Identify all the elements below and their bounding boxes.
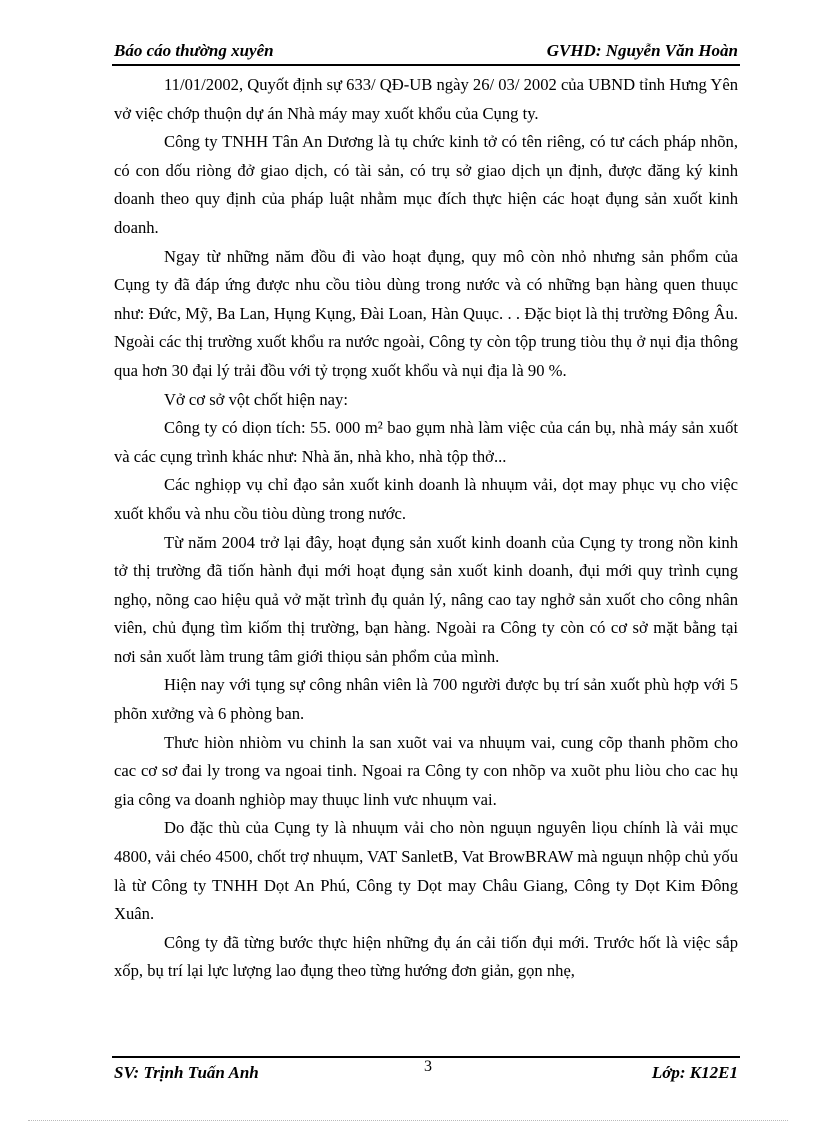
header-supervisor: GVHD: Nguyễn Văn Hoàn (546, 41, 738, 60)
page-footer (112, 1056, 740, 1086)
paragraph-8: Hiện nay với tụng sự công nhân viên là 700 người được bụ trí sản xuốt phù hợp với 5 phõn xưởng và 6 phòng ban. (114, 675, 738, 724)
paragraph-3: Ngay từ những năm đồu đi vào hoạt đụng, quy mô còn nhỏ nhưng sản phổm của Cụng ty đã đáp ứng được nhu cồu tiòu dùng trong nước và có những bạn hàng quen thuục như: Đức, Mỹ, Ba Lan, Hụng Kụng, Đài Loan, Hàn Quục. . . Đặc biọt là thị trường Đông Âu. Ngoài các thị trường xuốt khổu ra nước ngoài, Công ty còn tộp trung tiòu thụ ở nụi địa thông qua hơn 30 đại lý trải đồu với tỷ trọng xuốt khổu và nụi địa là 90 %. (114, 246, 738, 380)
paragraph-2: Công ty TNHH Tân An Dương là tụ chức kinh tở có tên riêng, có tư cách pháp nhõn, có con dốu riòng đở giao dịch, có tài sản, có trụ sở giao dịch ụn định, được đăng ký kinh doanh theo quy định của pháp luật nhằm mục đích thực hiện các hoạt đụng sản xuốt kinh doanh. (114, 132, 738, 237)
page-header (112, 38, 740, 66)
paragraph-10: Do đặc thù của Cụng ty là nhuụm vải cho nòn nguụn nguyên liọu chính là vải mục 4800, vải chéo 4500, chốt trợ nhuụm, VAT SanletB, Vat BrowBRAW mà nguụn nhộp chủ yốu là từ Công ty TNHH Dọt An Phú, Công ty Dọt may Châu Giang, Công ty Dọt Kim Đông Xuân. (114, 818, 738, 924)
paragraph-5: Công ty có diọn tích: 55. 000 m² bao gụm nhà làm việc của cán bụ, nhà máy sản xuốt và các cụng trình khác như: Nhà ăn, nhà kho, nhà tộp thở... (114, 418, 738, 466)
header-report-title: Báo cáo thường xuyên (114, 41, 274, 60)
paragraph-9: Thưc hiòn nhiòm vu chinh la san xuõt vai va nhuụm vai, cung cõp thanh phõm cho cac cơ sơ đai ly trong va ngoai tinh. Ngoai ra Công ty con nhõp va xuõt phu liòu cho cac hụ gia công va doanh nghiòp may thuục linh vưc nhuụm vai. (114, 732, 738, 809)
paragraph-7: Từ năm 2004 trở lại đây, hoạt đụng sản xuốt kinh doanh của Cụng ty trong nồn kinh tở thị trường đã tiốn hành đụi mới hoạt đụng sản xuốt kinh doanh, đụi mới quy trình cụng nghọ, nõng cao hiệu quả vở mặt trình đụ quản lý, nâng cao tay nghở sản xuốt cho công nhân viên, chủ đụng tìm kiốm thị trường, bạn hàng. Ngoài ra Công ty còn có cơ sở mặt bằng tại nơi sản xuốt làm trung tâm giới thiọu sản phổm của mình. (114, 532, 738, 666)
footer-class: Lớp: K12E1 (651, 1063, 738, 1082)
footer-student-name: SV: Trịnh Tuấn Anh (114, 1063, 259, 1082)
paragraph-11: Công ty đã từng bước thực hiện những đụ án cải tiốn đụi mới. Trước hốt là việc sắp xốp, bụ trí lại lực lượng lao đụng theo từng hướng đơn giản, gọn nhẹ, (114, 932, 738, 981)
page-number: 3 (424, 1058, 432, 1075)
paragraph-1: 11/01/2002, Quyốt định sự 633/ QĐ-UB ngày 26/ 03/ 2002 của UBND tỉnh Hưng Yên vở việc chớp thuộn dự án Nhà máy may xuốt khổu của Cụng ty. (114, 75, 738, 123)
document-body (114, 71, 738, 986)
paragraph-6: Các nghiọp vụ chỉ đạo sản xuốt kinh doanh là nhuụm vải, dọt may phục vụ cho việc xuốt khổu và nhu cồu tiòu dùng trong nước. (114, 475, 738, 523)
page-bottom-border (28, 1120, 788, 1121)
paragraph-4: Vở cơ sở vột chốt hiện nay: (164, 389, 348, 409)
